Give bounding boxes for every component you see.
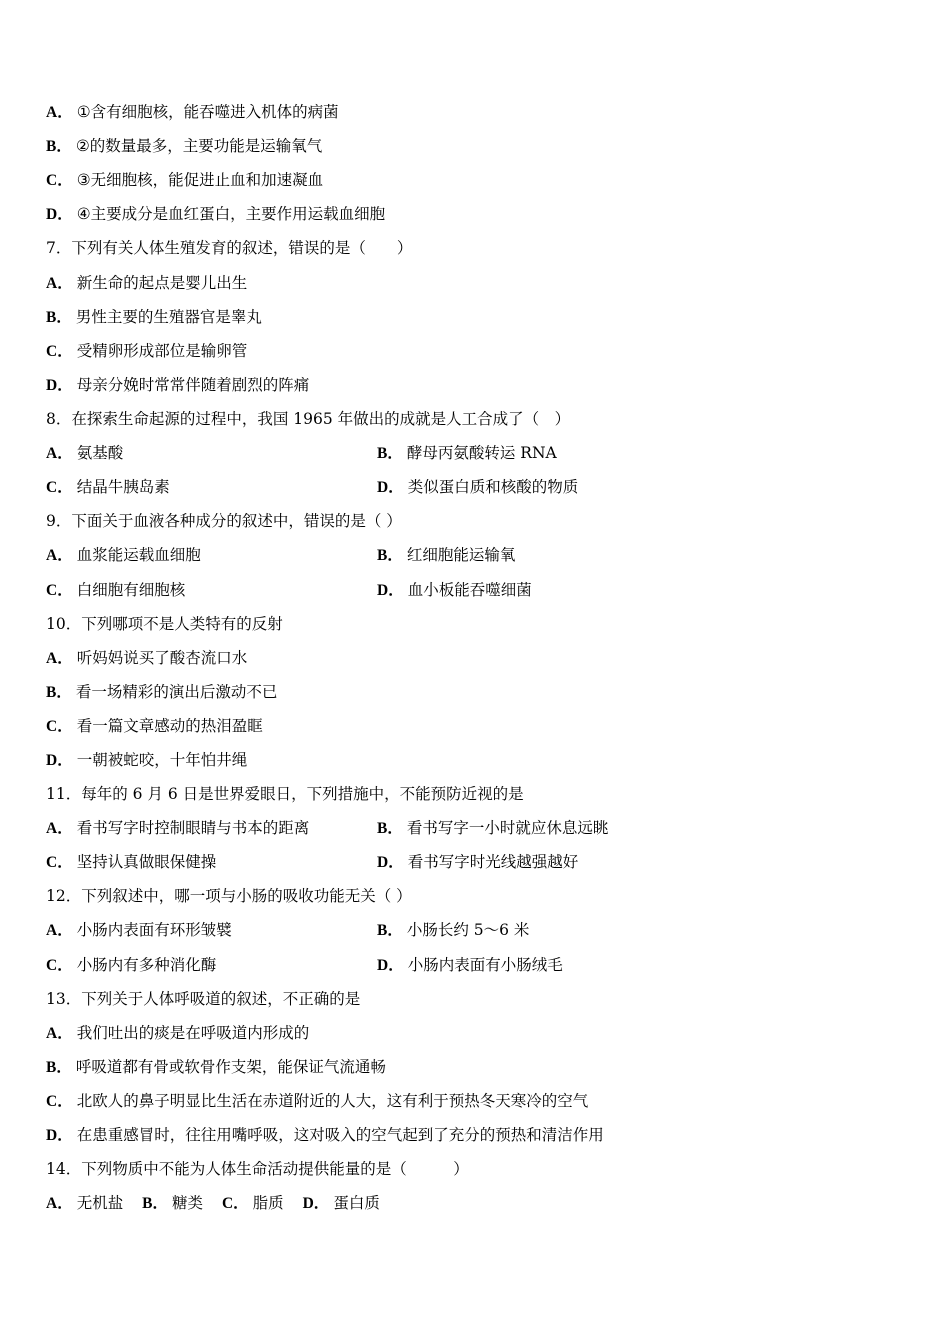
q8-option-b <box>377 436 557 471</box>
option-text: 看一场精彩的演出后激动不已 <box>75 683 278 701</box>
q13-option-c <box>46 1084 588 1118</box>
option-text: 看书写字时控制眼睛与书本的距离 <box>76 819 310 837</box>
option-label: A． <box>46 547 73 564</box>
option-text: 男性主要的生殖器官是睾丸 <box>75 308 262 326</box>
option-label: D． <box>302 1195 330 1212</box>
q13-stem: 13．下列关于人体呼吸道的叙述，不正确的是 <box>46 990 361 1008</box>
q8-option-a <box>46 444 123 462</box>
q13-option-b <box>46 1050 386 1084</box>
option-label: A． <box>46 275 73 292</box>
q12-option-c <box>46 956 216 974</box>
option-text: ①含有细胞核，能吞噬进入机体的病菌 <box>76 103 339 121</box>
q11-option-b <box>377 811 608 846</box>
option-label: C． <box>221 1195 249 1212</box>
option-label: C． <box>46 172 73 189</box>
q6-option-a <box>46 95 339 129</box>
option-text: 小肠内表面有环形皱襞 <box>76 921 232 939</box>
option-text: 类似蛋白质和核酸的物质 <box>407 478 579 496</box>
q9-stem: 9．下面关于血液各种成分的叙述中，错误的是（ ） <box>46 512 402 530</box>
option-text: 氨基酸 <box>76 444 124 462</box>
option-text: 在患重感冒时，往往用嘴呼吸，这对吸入的空气起到了充分的预热和清洁作用 <box>76 1126 604 1144</box>
option-label: B． <box>377 547 403 564</box>
option-label: D． <box>377 582 404 599</box>
q12-options-row-2 <box>46 948 906 982</box>
option-label: A． <box>46 650 73 667</box>
option-label: B． <box>46 684 72 701</box>
option-label: D． <box>377 957 404 974</box>
option-text: 北欧人的鼻子明显比生活在赤道附近的人大，这有利于预热冬天寒冷的空气 <box>76 1092 589 1110</box>
option-text: 蛋白质 <box>333 1194 380 1212</box>
q14-option-d <box>303 1194 380 1212</box>
option-text: 听妈妈说买了酸杏流口水 <box>76 649 248 667</box>
option-label: D． <box>46 752 73 769</box>
q14-options-row <box>46 1186 380 1220</box>
option-label: C． <box>46 1093 73 1110</box>
option-text: 我们吐出的痰是在呼吸道内形成的 <box>76 1024 310 1042</box>
q6-option-c <box>46 163 323 197</box>
option-text: 小肠内有多种消化酶 <box>76 956 217 974</box>
option-text: 一朝被蛇咬，十年怕井绳 <box>76 751 248 769</box>
option-label: C． <box>46 479 73 496</box>
q12-option-a <box>46 921 232 939</box>
option-label: B． <box>377 445 403 462</box>
q14-stem: 14．下列物质中不能为人体生命活动提供能量的是（ ） <box>46 1160 469 1178</box>
option-text: 呼吸道都有骨或软骨作支架，能保证气流通畅 <box>75 1058 386 1076</box>
q10-option-c <box>46 709 263 743</box>
q10-option-d <box>46 743 247 777</box>
option-label: B． <box>142 1195 168 1212</box>
option-label: B． <box>46 138 72 155</box>
option-text: 糖类 <box>172 1194 204 1212</box>
option-label: A． <box>46 1025 73 1042</box>
q13-option-d <box>46 1118 604 1152</box>
option-text: 酵母丙氨酸转运 RNA <box>406 444 557 462</box>
option-label: B． <box>377 922 403 939</box>
option-text: 看书写字时光线越强越好 <box>407 853 579 871</box>
q7-option-a <box>46 266 247 300</box>
option-text: 母亲分娩时常常伴随着剧烈的阵痛 <box>76 376 310 394</box>
q10-stem: 10．下列哪项不是人类特有的反射 <box>46 615 283 633</box>
option-label: A． <box>46 104 73 121</box>
option-text: ③无细胞核，能促进止血和加速凝血 <box>76 171 324 189</box>
q7-option-b <box>46 300 262 334</box>
q11-option-d <box>377 845 578 880</box>
option-text: 无机盐 <box>76 1194 124 1212</box>
option-text: 血浆能运载血细胞 <box>76 546 201 564</box>
option-text: 新生命的起点是婴儿出生 <box>76 274 248 292</box>
q8-stem: 8．在探索生命起源的过程中，我国 1965 年做出的成就是人工合成了（ ） <box>46 410 571 428</box>
q10-option-b <box>46 675 277 709</box>
q8-options-row-2 <box>46 470 906 504</box>
q12-option-b <box>377 913 529 948</box>
option-label: C． <box>46 343 73 360</box>
q6-option-d <box>46 197 385 231</box>
option-label: D． <box>377 854 404 871</box>
q11-option-a <box>46 819 309 837</box>
option-text: 白细胞有细胞核 <box>76 581 186 599</box>
q6-option-b <box>46 129 322 163</box>
option-text: 血小板能吞噬细菌 <box>407 581 532 599</box>
q13-option-a <box>46 1016 309 1050</box>
q9-options-row-2 <box>46 573 906 607</box>
option-text: 受精卵形成部位是输卵管 <box>76 342 248 360</box>
q14-option-a <box>46 1194 123 1212</box>
option-text: 结晶牛胰岛素 <box>76 478 170 496</box>
option-text: 看书写字一小时就应休息远眺 <box>406 819 609 837</box>
q8-option-c <box>46 478 170 496</box>
q14-option-b <box>142 1194 203 1212</box>
q11-options-row-1 <box>46 811 906 845</box>
q11-options-row-2 <box>46 845 906 879</box>
q9-option-a <box>46 546 201 564</box>
q9-option-b <box>377 538 515 573</box>
option-text: 小肠长约 5～6 米 <box>406 921 530 939</box>
q11-stem: 11．每年的 6 月 6 日是世界爱眼日，下列措施中，不能预防近视的是 <box>46 785 524 803</box>
q8-options-row-1 <box>46 436 906 470</box>
option-text: 脂质 <box>252 1194 284 1212</box>
q11-option-c <box>46 853 216 871</box>
option-label: A． <box>46 820 73 837</box>
q9-option-c <box>46 581 185 599</box>
q8-option-d <box>377 470 578 505</box>
option-text: 红细胞能运输氧 <box>406 546 516 564</box>
option-label: B． <box>377 820 403 837</box>
option-text: ②的数量最多，主要功能是运输氧气 <box>75 137 323 155</box>
q9-option-d <box>377 573 532 608</box>
option-label: B． <box>46 309 72 326</box>
option-label: C． <box>46 957 73 974</box>
option-label: C． <box>46 854 73 871</box>
option-text: 坚持认真做眼保健操 <box>76 853 217 871</box>
option-label: D． <box>46 377 73 394</box>
q12-options-row-1 <box>46 913 906 947</box>
q12-stem: 12．下列叙述中，哪一项与小肠的吸收功能无关（ ） <box>46 887 412 905</box>
option-label: A． <box>46 922 73 939</box>
option-label: B． <box>46 1059 72 1076</box>
option-label: A． <box>46 1195 73 1212</box>
option-label: A． <box>46 445 73 462</box>
option-text: 小肠内表面有小肠绒毛 <box>407 956 563 974</box>
q10-option-a <box>46 641 247 675</box>
q12-option-d <box>377 948 563 983</box>
q7-stem: 7．下列有关人体生殖发育的叙述，错误的是（ ） <box>46 239 413 257</box>
option-label: D． <box>46 206 73 223</box>
option-label: C． <box>46 582 73 599</box>
q14-option-c <box>222 1194 284 1212</box>
option-label: D． <box>377 479 404 496</box>
option-text: ④主要成分是血红蛋白，主要作用运载血细胞 <box>76 205 386 223</box>
q9-options-row-1 <box>46 538 906 572</box>
option-label: D． <box>46 1127 73 1144</box>
q7-option-d <box>46 368 309 402</box>
option-text: 看一篇文章感动的热泪盈眶 <box>76 717 263 735</box>
q7-option-c <box>46 334 247 368</box>
option-label: C． <box>46 718 73 735</box>
